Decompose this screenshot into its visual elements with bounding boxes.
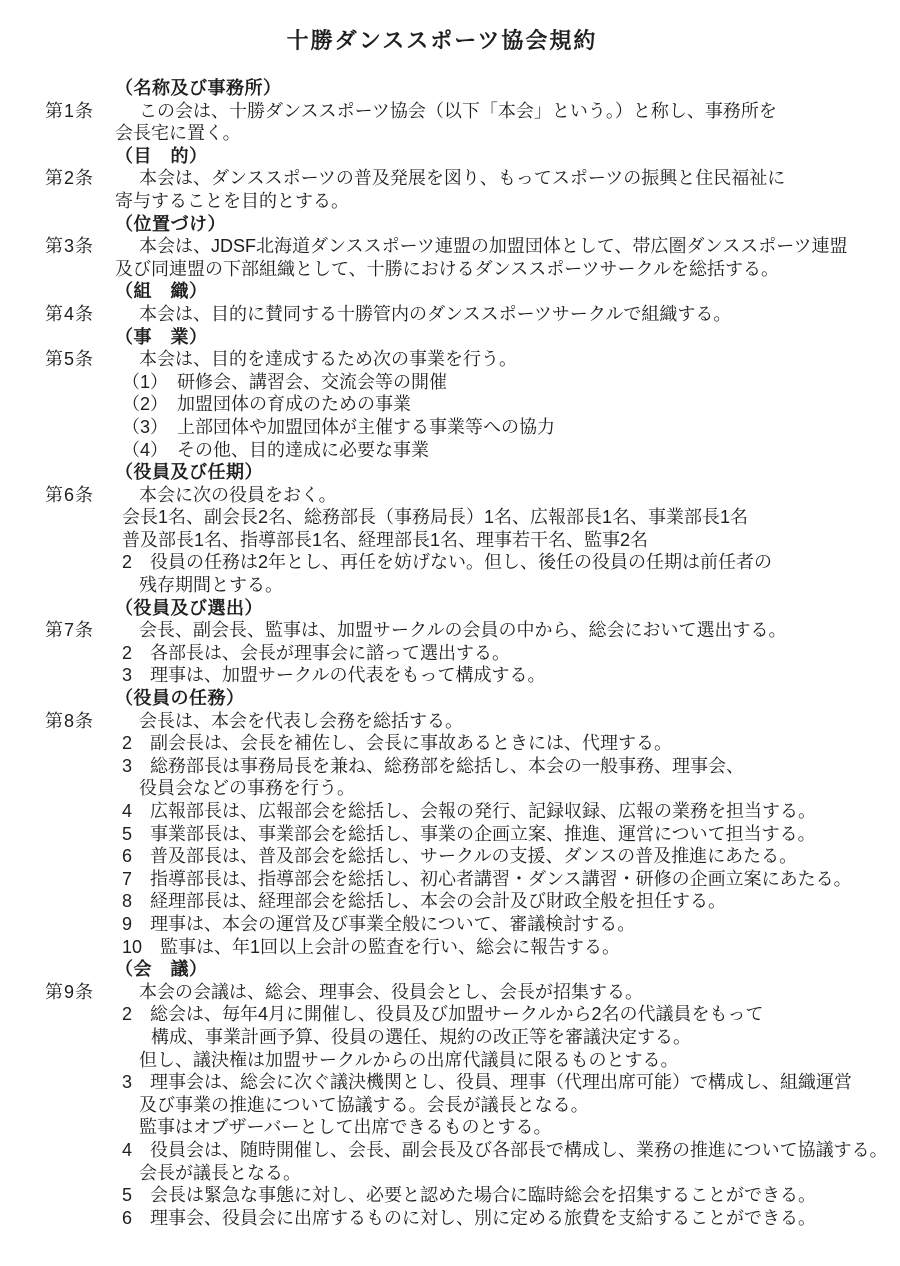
article-row (45, 619, 892, 642)
article-number (45, 258, 115, 281)
cont-row (45, 258, 892, 281)
article-number (45, 642, 115, 665)
article-row (45, 348, 892, 371)
line-text: 監事はオブザーバーとして出席できるものとする。 (139, 1117, 552, 1138)
article-number (45, 145, 115, 168)
article-number (45, 1139, 115, 1162)
article-row (45, 235, 892, 258)
article-number: 第8条 (45, 710, 95, 731)
section-heading: （役員及び任期） (115, 462, 263, 483)
item-row (45, 393, 892, 416)
item-row (45, 439, 892, 462)
cont-row (45, 1026, 892, 1049)
article-number (45, 213, 115, 236)
line-text: 4 役員会は、随時開催し、会長、副会長及び各部長で構成し、業務の推進について協議する。 (122, 1139, 888, 1160)
line-text: 6 理事会、役員会に出席するものに対し、別に定める旅費を支給することができる。 (122, 1207, 817, 1228)
line-text: 2 総会は、毎年4月に開催し、役員及び加盟サークルから2名の代議員をもって (122, 1004, 764, 1025)
document-body (45, 77, 892, 1229)
line-text: 残存期間とする。 (139, 575, 283, 596)
article-number: 第4条 (45, 303, 95, 324)
heading-row (45, 213, 892, 236)
item-row (45, 1207, 892, 1230)
article-number (45, 529, 115, 552)
article-number: 第9条 (45, 981, 95, 1002)
article-number (45, 551, 115, 574)
article-number (45, 800, 115, 823)
section-heading: （名称及び事務所） (115, 78, 282, 98)
line-text: 及び同連盟の下部組織として、十勝におけるダンススポーツサークルを総括する。 (115, 258, 780, 279)
article-number (45, 506, 115, 529)
heading-row (45, 280, 892, 303)
article-number: 第3条 (45, 236, 95, 257)
line-text: 5 会長は緊急な事態に対し、必要と認めた場合に臨時総会を招集することができる。 (122, 1185, 817, 1206)
section-heading: （事 業） (115, 326, 208, 347)
item-row (45, 1071, 892, 1094)
article-row (45, 100, 892, 123)
article-row (45, 710, 892, 733)
section-heading: （会 議） (115, 959, 208, 980)
line-text: 会長は、本会を代表し会務を総括する。 (139, 710, 463, 731)
heading-row (45, 958, 892, 981)
heading-row (45, 326, 892, 349)
article-number (45, 1026, 115, 1049)
line-text: 会長が議長となる。 (139, 1162, 301, 1183)
line-text: 本会は、目的に賛同する十勝管内のダンススポーツサークルで組織する。 (139, 303, 732, 324)
article-number: 第6条 (45, 484, 95, 505)
line-text: 2 各部長は、会長が理事会に諮って選出する。 (122, 642, 511, 663)
article-number (45, 190, 115, 213)
article-number (45, 1184, 115, 1207)
article-number (45, 958, 115, 981)
article-row (45, 303, 892, 326)
line-text: 寄与することを目的とする。 (115, 190, 349, 211)
line-text: 本会は、JDSF北海道ダンススポーツ連盟の加盟団体として、帯広圏ダンススポーツ連盟 (139, 236, 848, 257)
item-row (45, 1139, 892, 1162)
item-row (45, 732, 892, 755)
line-text: 本会に次の役員をおく。 (139, 484, 337, 505)
article-number (45, 687, 115, 710)
cont-row (45, 1094, 892, 1117)
article-number (45, 732, 115, 755)
article-number: 第5条 (45, 349, 95, 370)
item-row (45, 1184, 892, 1207)
line-text: 但し、議決権は加盟サークルからの出席代議員に限るものとする。 (139, 1049, 679, 1070)
line-text: 普及部長1名、指導部長1名、経理部長1名、理事若干名、監事2名 (122, 529, 649, 550)
cont-row (45, 1049, 892, 1072)
article-number (45, 845, 115, 868)
item-row (45, 416, 892, 439)
article-number (45, 77, 115, 100)
section-heading: （目 的） (115, 145, 208, 166)
article-number (45, 393, 115, 416)
line-text: 10 監事は、年1回以上会計の監査を行い、総会に報告する。 (122, 936, 621, 957)
article-number (45, 1003, 115, 1026)
item-row (45, 913, 892, 936)
item-row (45, 1003, 892, 1026)
line-text: （4） その他、目的達成に必要な事業 (122, 439, 430, 460)
article-number (45, 1207, 115, 1230)
article-number (45, 823, 115, 846)
line-text: （2） 加盟団体の育成のための事業 (122, 394, 412, 415)
heading-row (45, 597, 892, 620)
line-text: 会長、副会長、監事は、加盟サークルの会員の中から、総会において選出する。 (139, 620, 787, 641)
article-row (45, 981, 892, 1004)
article-number (45, 936, 115, 959)
heading-row (45, 461, 892, 484)
heading-row (45, 145, 892, 168)
line-text: 本会は、目的を達成するため次の事業を行う。 (139, 349, 517, 370)
item-row (45, 800, 892, 823)
article-number (45, 1162, 115, 1185)
line-text: 3 理事会は、総会に次ぐ議決機関とし、役員、理事（代理出席可能）で構成し、組織運営 (122, 1072, 853, 1093)
article-number: 第7条 (45, 620, 95, 641)
document-title: 十勝ダンススポーツ協会規約 (286, 28, 598, 53)
line-text: （3） 上部団体や加盟団体が主催する事業等への協力 (122, 416, 556, 437)
item-row (45, 823, 892, 846)
line-text: 9 理事は、本会の運営及び事業全般について、審議検討する。 (122, 913, 636, 934)
line-text: 4 広報部長は、広報部会を総括し、会報の発行、記録収録、広報の業務を担当する。 (122, 801, 817, 821)
cont-row (45, 122, 892, 145)
article-row (45, 167, 892, 190)
line-text: この会は、十勝ダンススポーツ協会（以下「本会」という。）と称し、事務所を (139, 100, 777, 121)
item-row (45, 936, 892, 959)
article-number (45, 416, 115, 439)
article-number (45, 913, 115, 936)
cont-row (45, 574, 892, 597)
article-number (45, 439, 115, 462)
section-heading: （位置づけ） (115, 213, 226, 234)
article-row (45, 484, 892, 507)
article-number (45, 280, 115, 303)
line-text: 2 副会長は、会長を補佐し、会長に事故あるときには、代理する。 (122, 733, 673, 754)
item-row (45, 890, 892, 913)
cont-row (45, 190, 892, 213)
cont-row (45, 777, 892, 800)
line-text: 会長宅に置く。 (115, 123, 241, 144)
line-text: 3 総務部長は事務局長を兼ね、総務部を総括し、本会の一般事務、理事会、 (122, 755, 745, 776)
line-text: 8 経理部長は、経理部会を総括し、本会の会計及び財政全般を担任する。 (122, 891, 727, 912)
article-number (45, 664, 115, 687)
line-text: 構成、事業計画予算、役員の選任、規約の改正等を審議決定する。 (151, 1026, 691, 1047)
article-number (45, 371, 115, 394)
cont-row (45, 1116, 892, 1139)
cont-row (45, 1162, 892, 1185)
item-row (45, 529, 892, 552)
item-row (45, 868, 892, 891)
article-number: 第1条 (45, 100, 95, 121)
article-number (45, 1049, 115, 1072)
article-number (45, 1116, 115, 1139)
line-text: 5 事業部長は、事業部会を総括し、事業の企画立案、推進、運営について担当する。 (122, 823, 816, 844)
line-text: 会長1名、副会長2名、総務部長（事務局長）1名、広報部長1名、事業部長1名 (122, 507, 749, 528)
item-row (45, 755, 892, 778)
item-row (45, 371, 892, 394)
heading-row (45, 77, 892, 100)
article-number (45, 574, 115, 597)
article-number: 第2条 (45, 168, 95, 189)
item-row (45, 506, 892, 529)
article-number (45, 777, 115, 800)
article-number (45, 122, 115, 145)
line-text: 本会の会議は、総会、理事会、役員会とし、会長が招集する。 (139, 981, 643, 1002)
line-text: 3 理事は、加盟サークルの代表をもって構成する。 (122, 665, 546, 686)
item-row (45, 642, 892, 665)
heading-row (45, 687, 892, 710)
line-text: 2 役員の任務は2年とし、再任を妨げない。但し、後任の役員の任期は前任者の (122, 552, 773, 573)
article-number (45, 868, 115, 891)
line-text: 及び事業の推進について協議する。会長が議長となる。 (139, 1094, 589, 1115)
line-text: 本会は、ダンススポーツの普及発展を図り、もってスポーツの振興と住民福祉に (139, 168, 786, 189)
item-row (45, 664, 892, 687)
item-row (45, 551, 892, 574)
article-number (45, 755, 115, 778)
article-number (45, 461, 115, 484)
section-heading: （役員の任務） (115, 688, 245, 709)
line-text: 役員会などの事務を行う。 (139, 778, 355, 799)
article-number (45, 1071, 115, 1094)
section-heading: （役員及び選出） (115, 597, 263, 618)
line-text: 6 普及部長は、普及部会を総括し、サークルの支援、ダンスの普及推進にあたる。 (122, 846, 798, 867)
line-text: 7 指導部長は、指導部会を総括し、初心者講習・ダンス講習・研修の企画立案にあたる。 (122, 868, 852, 889)
article-number (45, 1094, 115, 1117)
article-number (45, 890, 115, 913)
item-row (45, 845, 892, 868)
article-number (45, 597, 115, 620)
line-text: （1） 研修会、講習会、交流会等の開催 (122, 371, 448, 392)
article-number (45, 326, 115, 349)
section-heading: （組 織） (115, 281, 208, 302)
